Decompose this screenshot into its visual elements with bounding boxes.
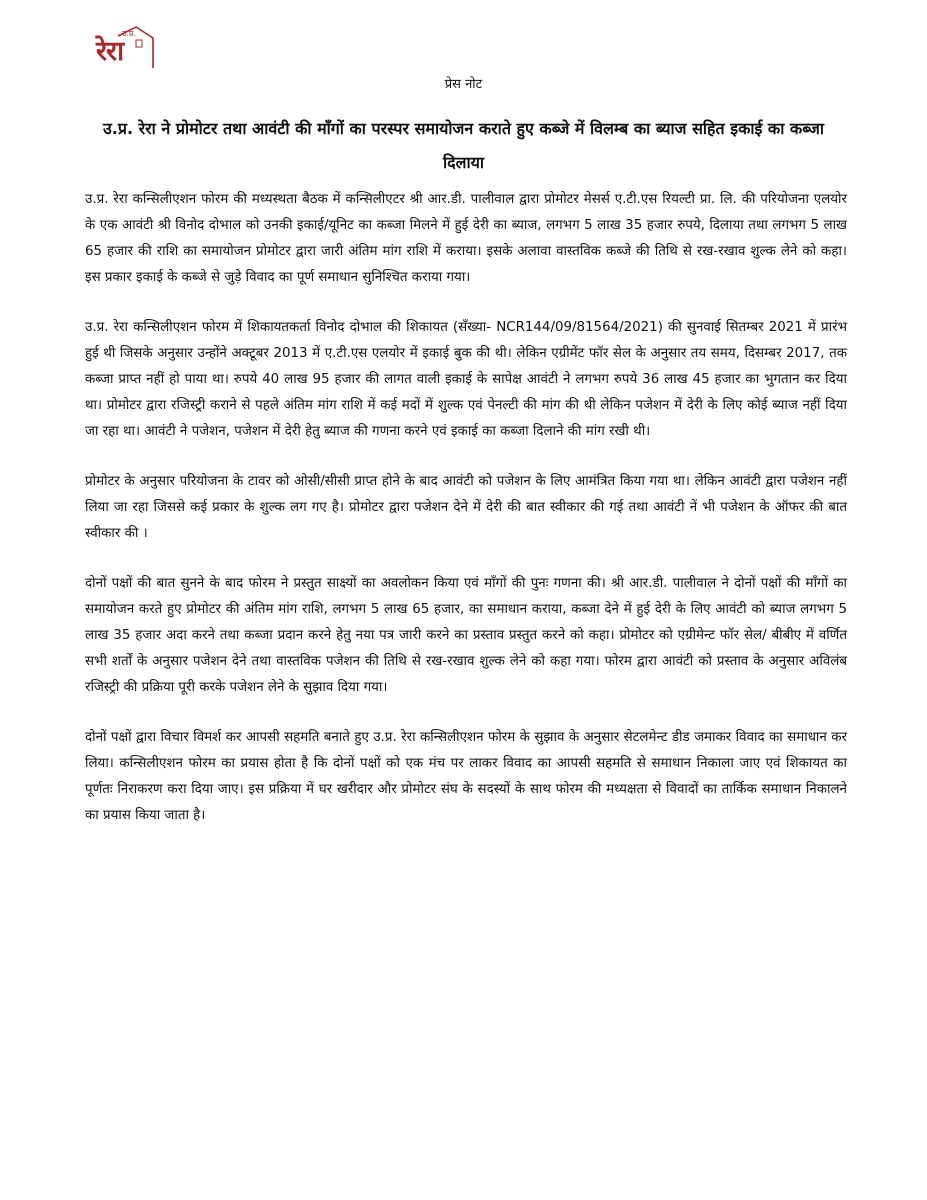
headline: उ.प्र. रेरा ने प्रोमोटर तथा आवंटी की माँगों का परस्पर समायोजन कराते हुए कब्जे में विलम्ब का ब्याज सहित इकाई का कब्जा दिलाया	[103, 119, 824, 172]
paragraph-1: उ.प्र. रेरा कन्सिलीएशन फोरम की मध्यस्थता बैठक में कन्सिलीएटर श्री आर.डी. पालीवाल द्वारा प्रोमोटर मेसर्स ए.टी.एस रियल्टी प्रा. लि. की परियोजना एलयोर के एक आवंटी श्री विनोद दोभाल को उनकी इकाई/यूनिट का कब्जा मिलने में हुई देरी का ब्याज, लगभग 5 लाख 35 हजार रुपये, दिलाया तथा लगभग 5 लाख 65 हजार की राशि का समायोजन प्रोमोटर द्वारा जारी अंतिम मांग राशि में कराया। इसके अलावा वास्तविक कब्जे की तिथि से रख-रखाव शुल्क लेने को कहा। इस प्रकार इकाई के कब्जे से जुड़े विवाद का पूर्ण समाधान सुनिश्चित कराया गया।	[85, 192, 847, 285]
logo-rera-text: रेरा	[96, 36, 124, 67]
rera-logo	[96, 26, 156, 72]
paragraph-4: दोनों पक्षों की बात सुनने के बाद फोरम ने प्रस्तुत साक्ष्यों का अवलोकन किया एवं माँगों की पुनः गणना की। श्री आर.डी. पालीवाल ने दोनों पक्षों की माँगों का समायोजन करते हुए प्रोमोटर की अंतिम मांग राशि, लगभग 5 लाख 65 हजार, का समाधान कराया, कब्जा देने में हुई देरी के लिए आवंटी को ब्याज लगभग 5 लाख 35 हजार अदा करने तथा कब्जा प्रदान करने हेतु नया पत्र जारी करने का प्रस्ताव प्रस्तुत करने को कहा। प्रोमोटर को एग्रीमेन्ट फॉर सेल/ बीबीए में वर्णित सभी शर्तों के अनुसार पजेशन देने तथा वास्तविक पजेशन की तिथि से रख-रखाव शुल्क लेने को कहा गया। फोरम द्वारा आवंटी को प्रस्ताव के अनुसार अविलंब रजिस्ट्री की प्रक्रिया पूरी करके पजेशन लेने के सुझाव दिया गया।	[85, 576, 847, 695]
press-note-label: प्रेस नोट	[444, 77, 483, 92]
logo-state-abbrev: उ.प्र.	[122, 29, 137, 38]
paragraph-3: प्रोमोटर के अनुसार परियोजना के टावर को ओसी/सीसी प्राप्त होने के बाद आवंटी को पजेशन के लिए आमंत्रित किया गया था। लेकिन आवंटी द्वारा पजेशन नहीं लिया जा रहा जिससे कई प्रकार के शुल्क लग गए है। प्रोमोटर द्वारा पजेशन देने में देरी की बात स्वीकार की गई तथा आवंटी नें भी पजेशन के ऑफर की बात स्वीकार की ।	[85, 474, 847, 541]
paragraph-2: उ.प्र. रेरा कन्सिलीएशन फोरम में शिकायतकर्ता विनोद दोभाल की शिकायत (सँख्या- NCR144/09/81564/2021) की सुनवाई सितम्बर 2021 में प्रारंभ हुई थी जिसके अनुसार उन्होंने अक्टूबर 2013 में ए.टी.एस एलयोर में इकाई बुक की थी। लेकिन एग्रीमेंट फॉर सेल के अनुसार तय समय, दिसम्बर 2017, तक कब्जा प्राप्त नहीं हो पाया था। रुपये 40 लाख 95 हजार की लागत वाली इकाई के सापेक्ष आवंटी ने लगभग रुपये 36 लाख 45 हजार का भुगतान कर दिया था। प्रोमोटर द्वारा रजिस्ट्री कराने से पहले अंतिम मांग राशि में कई मदों में शुल्क एवं पेनल्टी की मांग की थी लेकिन पजेशन में देरी के लिए कोई ब्याज नहीं दिया जा रहा था। आवंटी ने पजेशन, पजेशन में देरी हेतु ब्याज की गणना करने एवं इकाई का कब्जा दिलाने की मांग रखी थी।	[85, 320, 847, 439]
paragraph-5: दोनों पक्षों द्वारा विचार विमर्श कर आपसी सहमति बनाते हुए उ.प्र. रेरा कन्सिलीएशन फोरम के सुझाव के अनुसार सेटलमेन्ट डीड जमाकर विवाद का समाधान कर लिया। कन्सिलीएशन फोरम का प्रयास होता है कि दोनों पक्षों को एक मंच पर लाकर विवाद का आपसी सहमति से समाधान निकाला जाए एवं शिकायत का पूर्णतः निराकरण करा दिया जाए। इस प्रक्रिया में घर खरीदार और प्रोमोटर संघ के सदस्यों के साथ फोरम की मध्यक्षता से विवादों का तार्किक समाधान निकालने का प्रयास किया जाता है।	[85, 730, 847, 823]
article-body	[85, 187, 847, 853]
